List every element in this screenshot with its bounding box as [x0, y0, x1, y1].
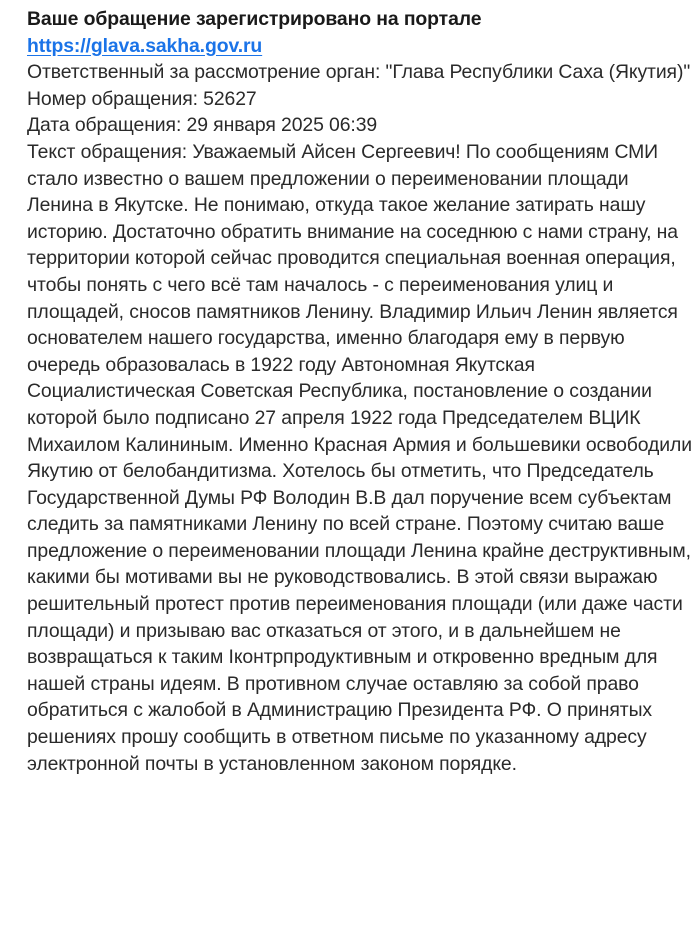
portal-link[interactable]: https://glava.sakha.gov.ru: [27, 34, 263, 57]
number-label: Номер обращения:: [27, 87, 204, 110]
authority-label: Ответственный за рассмотрение орган:: [27, 61, 386, 84]
message-text: Уважаемый Айсен Сергеевич! По сообщениям СМИ стало известно о вашем предложении о переименовании площади Ленина в Якутске. Не понимаю, откуда такое желание затирать нашу историю. Достаточно обратить внимание на соседнюю с нами страну, на территории которой сейчас проводится специальная военная операция, чтобы понять с чего всё там началось - с переименования улиц и площадей, сносов памятников Ленину. Владимир Ильич Ленин является основателем нашего государства, именно благодаря ему в первую очередь образовалась в 1922 году Автономная Якутская Социалистическая Советская Республика, постановление о создании которой было подписано 27 апреля 1922 года Председателем ВЦИК Михаилом Калининым. Именно Красная Армия и большевики освободили Якутию от белобандитизма. Хотелось бы отметить, что Председатель Государственной Думы РФ Володин В.В дал поручение всем субъектам следить за памятниками Ленину по всей стране. Поэтому считаю ваше предложение о переименовании площади Ленина крайне деструктивным, какими бы мотивами вы не руководствовались. В этой связи выражаю решительный протест против переименования площади (или даже части площади) и призываю вас отказаться от этого, и в дальнейшем не возвращаться к таким Iконтрпродуктивным и откровенно вредным для нашей страны идеям. В противном случае оставляю за собой право обратиться с жалобой в Администрацию Президента РФ. О принятых решениях прошу сообщить в ответном письме по указанному адресу электронной почты в установленном законом порядке.: [27, 140, 692, 775]
text-label: Текст обращения:: [27, 140, 193, 163]
date-field: [27, 112, 693, 139]
number-value: 52627: [203, 87, 257, 110]
portal-link-line: [27, 33, 693, 60]
authority-field: [27, 59, 693, 86]
message-field: [27, 139, 693, 777]
date-label: Дата обращения:: [27, 114, 187, 137]
email-body: [27, 6, 693, 777]
email-subject: Ваше обращение зарегистрировано на портале: [27, 8, 482, 30]
number-field: [27, 86, 693, 113]
date-value: 29 января 2025 06:39: [186, 114, 378, 137]
authority-value: "Глава Республики Саха (Якутия)": [385, 61, 691, 84]
